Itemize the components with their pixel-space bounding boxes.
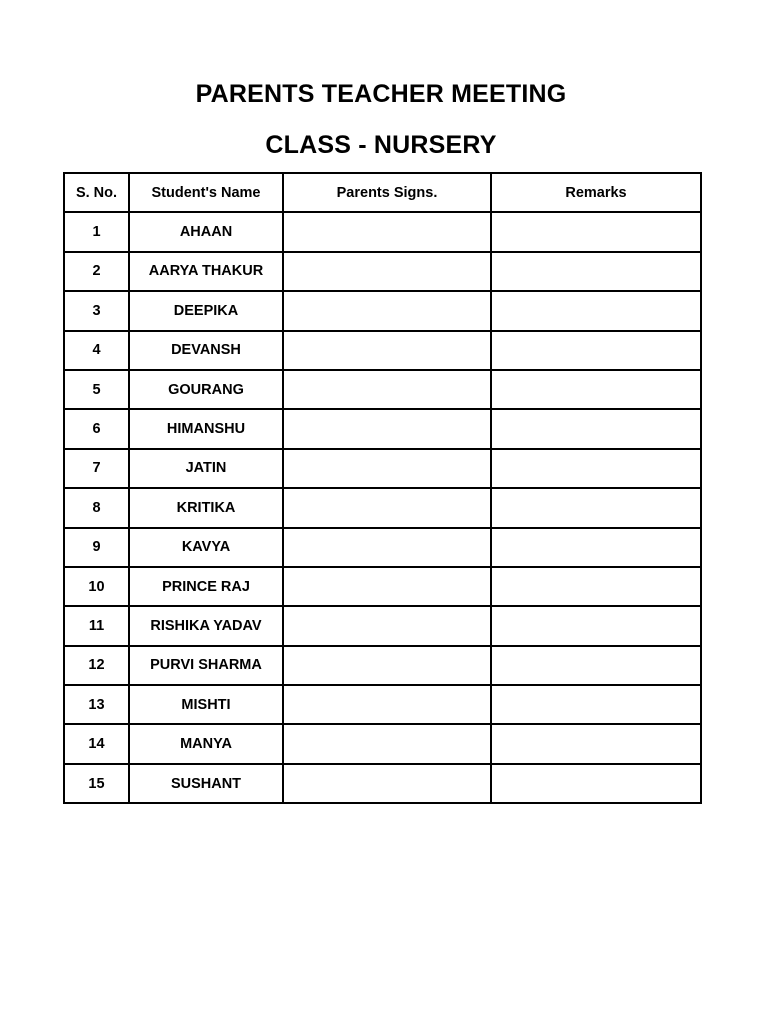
serial-number-cell: 8 [64, 488, 129, 527]
serial-number-cell: 10 [64, 567, 129, 606]
parents-sign-cell [283, 488, 491, 527]
table-row [64, 567, 701, 606]
remarks-cell [491, 291, 701, 330]
remarks-cell [491, 685, 701, 724]
table-row [64, 685, 701, 724]
student-name-cell: SUSHANT [129, 764, 283, 803]
table-row [64, 331, 701, 370]
header-serial-number: S. No. [64, 173, 129, 212]
parents-sign-cell [283, 291, 491, 330]
parents-sign-cell [283, 212, 491, 251]
table-row [64, 252, 701, 291]
remarks-cell [491, 764, 701, 803]
student-name-cell: AARYA THAKUR [129, 252, 283, 291]
parents-sign-cell [283, 685, 491, 724]
table-row [64, 449, 701, 488]
student-name-cell: GOURANG [129, 370, 283, 409]
table-row [64, 370, 701, 409]
remarks-cell [491, 646, 701, 685]
serial-number-cell: 15 [64, 764, 129, 803]
remarks-cell [491, 252, 701, 291]
remarks-cell [491, 528, 701, 567]
remarks-cell [491, 449, 701, 488]
student-name-cell: DEVANSH [129, 331, 283, 370]
table-header-row [64, 173, 701, 212]
remarks-cell [491, 567, 701, 606]
student-name-cell: HIMANSHU [129, 409, 283, 448]
remarks-cell [491, 409, 701, 448]
serial-number-cell: 5 [64, 370, 129, 409]
student-name-cell: PRINCE RAJ [129, 567, 283, 606]
serial-number-cell: 4 [64, 331, 129, 370]
student-name-cell: MISHTI [129, 685, 283, 724]
parents-sign-cell [283, 409, 491, 448]
parents-sign-cell [283, 764, 491, 803]
table-row [64, 764, 701, 803]
table-row [64, 488, 701, 527]
serial-number-cell: 7 [64, 449, 129, 488]
parents-sign-cell [283, 370, 491, 409]
parents-sign-cell [283, 646, 491, 685]
attendance-table [63, 172, 702, 804]
serial-number-cell: 2 [64, 252, 129, 291]
serial-number-cell: 13 [64, 685, 129, 724]
student-name-cell: AHAAN [129, 212, 283, 251]
remarks-cell [491, 331, 701, 370]
document-title: PARENTS TEACHER MEETING [195, 80, 567, 108]
serial-number-cell: 6 [64, 409, 129, 448]
table-body [64, 212, 701, 803]
table-row [64, 606, 701, 645]
student-name-cell: KRITIKA [129, 488, 283, 527]
remarks-cell [491, 606, 701, 645]
table-row [64, 646, 701, 685]
parents-sign-cell [283, 567, 491, 606]
table-row [64, 528, 701, 567]
parents-sign-cell [283, 252, 491, 291]
header-parents-signs: Parents Signs. [283, 173, 491, 212]
parents-sign-cell [283, 724, 491, 763]
header-remarks: Remarks [491, 173, 701, 212]
serial-number-cell: 12 [64, 646, 129, 685]
student-name-cell: RISHIKA YADAV [129, 606, 283, 645]
serial-number-cell: 1 [64, 212, 129, 251]
parents-sign-cell [283, 606, 491, 645]
remarks-cell [491, 212, 701, 251]
remarks-cell [491, 724, 701, 763]
serial-number-cell: 11 [64, 606, 129, 645]
student-name-cell: DEEPIKA [129, 291, 283, 330]
table-row [64, 291, 701, 330]
serial-number-cell: 14 [64, 724, 129, 763]
student-name-cell: MANYA [129, 724, 283, 763]
student-name-cell: KAVYA [129, 528, 283, 567]
table-row [64, 409, 701, 448]
student-name-cell: PURVI SHARMA [129, 646, 283, 685]
remarks-cell [491, 370, 701, 409]
document-subtitle: CLASS - NURSERY [265, 131, 497, 159]
parents-sign-cell [283, 449, 491, 488]
table-row [64, 212, 701, 251]
serial-number-cell: 3 [64, 291, 129, 330]
table-row [64, 724, 701, 763]
parents-sign-cell [283, 528, 491, 567]
header-student-name: Student's Name [129, 173, 283, 212]
remarks-cell [491, 488, 701, 527]
student-name-cell: JATIN [129, 449, 283, 488]
serial-number-cell: 9 [64, 528, 129, 567]
parents-sign-cell [283, 331, 491, 370]
